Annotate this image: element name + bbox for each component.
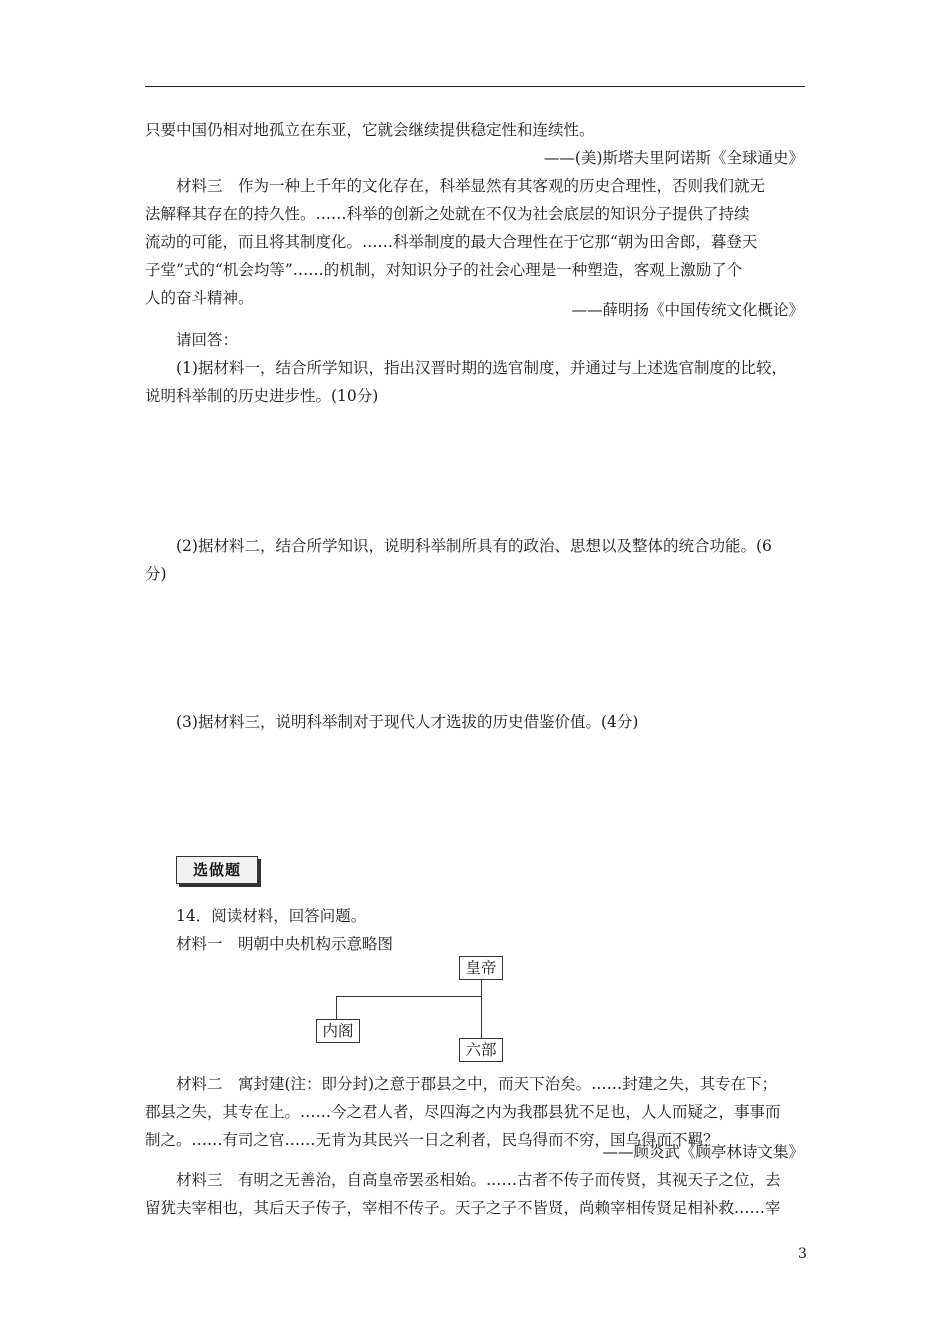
material-three-line: 人的奋斗精神。 [145, 289, 254, 307]
material-three-b-line: 留犹夫宰相也，其后天子传子，宰相不传子。天子之子不皆贤，尚赖宰相传贤足相补救……宰 [145, 1199, 781, 1217]
page-number: 3 [798, 1246, 807, 1262]
material-three-line: 法解释其存在的持久性。……科举的创新之处就在不仅为社会底层的知识分子提供了持续 [145, 205, 750, 223]
connector-line [481, 979, 482, 1038]
diagram-box-six-ministries: 六部 [459, 1038, 503, 1062]
question-1: (1)据材料一，结合所学知识，指出汉晋时期的选官制度，并通过与上述选官制度的比较， [176, 359, 787, 377]
source-citation: ——薛明扬《中国传统文化概论》 [571, 301, 804, 319]
diagram-box-emperor: 皇帝 [459, 956, 503, 980]
material-three-line: 材料三 作为一种上千年的文化存在，科举显然有其客观的历史合理性，否则我们就无 [176, 177, 766, 195]
source-citation: ——顾炎武《顾亭林诗文集》 [602, 1143, 804, 1161]
connector-line [336, 996, 482, 997]
diagram-box-cabinet: 内阁 [316, 1019, 360, 1043]
question-3: (3)据材料三，说明科举制对于现代人才选拔的历史借鉴价值。(4分) [176, 713, 639, 731]
material-three-b-line: 材料三 有明之无善治，自高皇帝罢丞相始。……古者不传子而传贤，其视天子之位，去 [176, 1171, 781, 1189]
prompt-text: 请回答： [176, 331, 239, 349]
text-line: 只要中国仍相对地孤立在东亚，它就会继续提供稳定性和连续性。 [145, 121, 595, 139]
question-2: (2)据材料二，结合所学知识，说明科举制所具有的政治、思想以及整体的统合功能。(6 [176, 537, 772, 555]
material-two-line: 材料二 寓封建(注：即分封)之意于郡县之中，而天下治矣。……封建之失，其专在下； [176, 1075, 778, 1093]
elective-section-badge: 选做题 [176, 856, 258, 884]
material-three-line: 流动的可能，而且将其制度化。……科举制度的最大合理性在于它那“朝为田舍郎，暮登天 [145, 233, 758, 251]
question-2: 分) [145, 565, 167, 583]
material-two-line: 制之。……有司之官……无肯为其民兴一日之利者，民乌得而不穷，国乌得而不羁？ [145, 1131, 719, 1149]
source-citation: ——(美)斯塔夫里阿诺斯《全球通史》 [543, 149, 804, 167]
connector-line [336, 996, 337, 1019]
material-two-line: 郡县之失，其专在上。……今之君人者，尽四海之内为我郡县犹不足也，人人而疑之，事事而 [145, 1103, 781, 1121]
question-1: 说明科举制的历史进步性。(10分) [145, 387, 379, 405]
question-14: 14．阅读材料，回答问题。 [176, 907, 367, 925]
material-one-title: 材料一 明朝中央机构示意略图 [176, 935, 394, 953]
material-three-line: 子堂”式的“机会均等”……的机制，对知识分子的社会心理是一种塑造，客观上激励了个 [145, 261, 743, 279]
header-rule [145, 86, 805, 87]
